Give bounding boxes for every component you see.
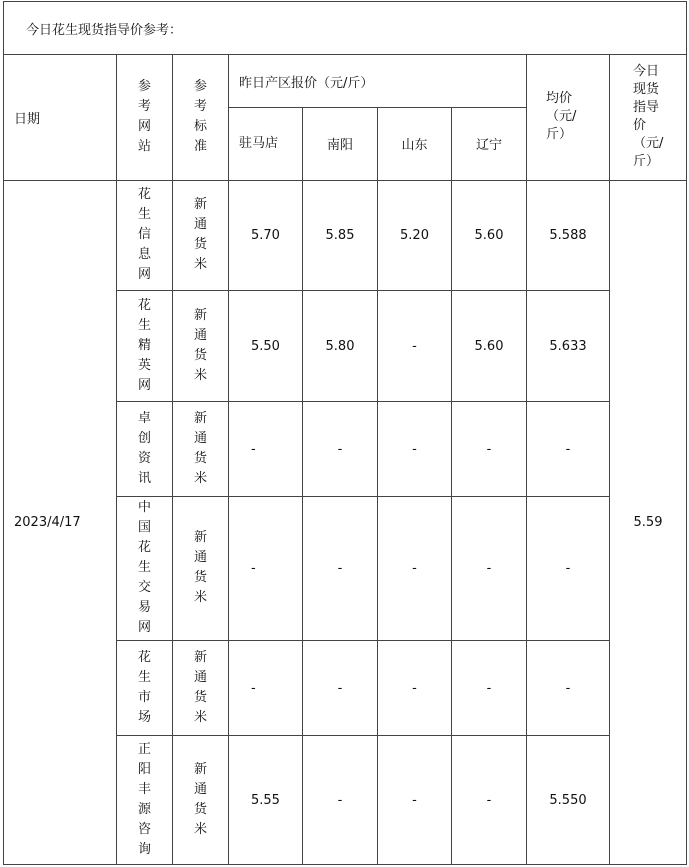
- shandong-price: -: [378, 496, 452, 641]
- standard-cell: 新通货米: [173, 736, 229, 865]
- standard-cell: 新通货米: [173, 402, 229, 496]
- nanyang-price: -: [303, 402, 378, 496]
- date-cell: 2023/4/17: [4, 180, 117, 864]
- shandong-price: -: [378, 402, 452, 496]
- average-price: 5.550: [527, 736, 610, 865]
- liaoning-price: 5.60: [452, 180, 527, 290]
- header-region-nanyang: 南阳: [303, 108, 378, 180]
- liaoning-price: 5.60: [452, 290, 527, 401]
- zhumadian-price: 5.50: [229, 290, 303, 401]
- shandong-price: -: [378, 641, 452, 736]
- header-standard: 参考标准: [173, 55, 229, 180]
- shandong-price: -: [378, 290, 452, 401]
- site-cell: 花生信息网: [117, 180, 173, 290]
- average-price: -: [527, 402, 610, 496]
- zhumadian-price: 5.70: [229, 180, 303, 290]
- average-price: -: [527, 496, 610, 641]
- site-cell: 卓创资讯: [117, 402, 173, 496]
- zhumadian-price: -: [229, 496, 303, 641]
- price-reference-table: [3, 1, 687, 865]
- header-region-liaoning: 辽宁: [452, 108, 527, 180]
- header-region-shandong: 山东: [378, 108, 452, 180]
- zhumadian-price: 5.55: [229, 736, 303, 865]
- liaoning-price: -: [452, 496, 527, 641]
- shandong-price: 5.20: [378, 180, 452, 290]
- nanyang-price: -: [303, 641, 378, 736]
- table-caption: 今日花生现货指导价参考：: [4, 2, 687, 55]
- header-guide-price: 今日现货指导价（元/斤）: [610, 55, 687, 180]
- standard-cell: 新通货米: [173, 180, 229, 290]
- standard-cell: 新通货米: [173, 496, 229, 641]
- standard-cell: 新通货米: [173, 290, 229, 401]
- shandong-price: -: [378, 736, 452, 865]
- zhumadian-price: -: [229, 641, 303, 736]
- nanyang-price: 5.80: [303, 290, 378, 401]
- standard-cell: 新通货米: [173, 641, 229, 736]
- average-price: -: [527, 641, 610, 736]
- header-yesterday-quote: 昨日产区报价（元/斤）: [229, 55, 527, 108]
- table-row: [4, 180, 687, 290]
- site-cell: 中国花生交易网: [117, 496, 173, 641]
- average-price: 5.633: [527, 290, 610, 401]
- zhumadian-price: -: [229, 402, 303, 496]
- site-cell: 花生市场: [117, 641, 173, 736]
- header-site: 参考网站: [117, 55, 173, 180]
- guide-price-cell: 5.59: [610, 180, 687, 864]
- nanyang-price: 5.85: [303, 180, 378, 290]
- nanyang-price: -: [303, 496, 378, 641]
- liaoning-price: -: [452, 736, 527, 865]
- average-price: 5.588: [527, 180, 610, 290]
- site-cell: 正阳丰源咨询: [117, 736, 173, 865]
- liaoning-price: -: [452, 402, 527, 496]
- site-cell: 花生精英网: [117, 290, 173, 401]
- header-average: 均价（元/斤）: [527, 55, 610, 180]
- header-region-zhumadian: 驻马店: [229, 108, 303, 180]
- nanyang-price: -: [303, 736, 378, 865]
- header-date: 日期: [4, 55, 117, 180]
- liaoning-price: -: [452, 641, 527, 736]
